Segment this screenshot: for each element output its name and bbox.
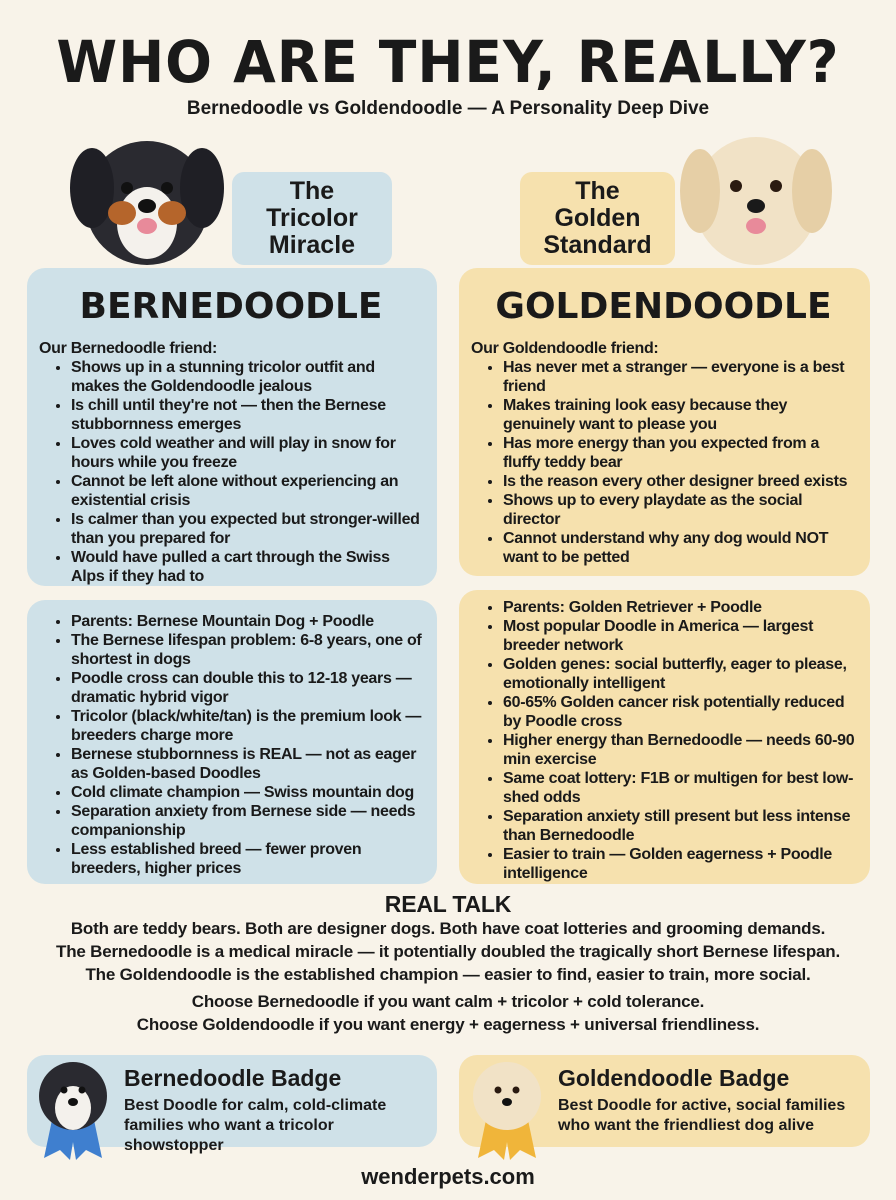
fact-item: • Higher energy than Bernedoodle — needs 60-90 min exercise [503,731,856,769]
trait-item: • Has never met a stranger — everyone is a best friend [503,358,856,396]
fact-item: • Tricolor (black/white/tan) is the premium look — breeders charge more [71,707,423,745]
trait-item: • Shows up to every playdate as the social director [503,491,856,529]
fact-item: • The Bernese lifespan problem: 6-8 years, one of shortest in dogs [71,631,423,669]
real-talk-section [0,893,896,1036]
fact-item: • Less established breed — fewer proven breeders, higher prices [71,840,423,878]
fact-item: • Same coat lottery: F1B or multigen for best low-shed odds [503,769,856,807]
fact-item: • Poodle cross can double this to 12-18 years — dramatic hybrid vigor [71,669,423,707]
trait-item: • Is calmer than you expected but stronger-willed than you prepared for [71,510,423,548]
real-talk-line: The Bernedoodle is a medical miracle — it potentially doubled the tragically short Bernese lifespan. [56,942,840,961]
fact-item: • 60-65% Golden cancer risk potentially reduced by Poodle cross [503,693,856,731]
goldendoodle-intro: Our Goldendoodle friend: [471,340,659,357]
trait-item: • Would have pulled a cart through the Swiss Alps if they had to [71,548,423,586]
bernedoodle-facts-card [27,600,437,884]
footer-website: wenderpets.com [361,1164,535,1189]
fact-item: • Cold climate champion — Swiss mountain dog [71,783,423,802]
fact-item: • Separation anxiety still present but less intense than Bernedoodle [503,807,856,845]
trait-item: • Cannot understand why any dog would NOT want to be petted [503,529,856,567]
bernedoodle-badge-text [124,1065,434,1156]
subtitle: Bernedoodle vs Goldendoodle — A Personality Deep Dive [186,98,710,119]
goldendoodle-dog-illustration [676,106,836,268]
choose-line: Choose Goldendoodle if you want energy + eagerness + universal friendliness. [136,1015,760,1034]
badge-title: Bernedoodle Badge [124,1065,342,1091]
bernedoodle-personality-card [27,268,437,586]
trait-item: • Is chill until they're not — then the Bernese stubbornness emerges [71,396,423,434]
fact-item: • Parents: Golden Retriever + Poodle [503,598,856,617]
choose-line: Choose Bernedoodle if you want calm + tricolor + cold tolerance. [191,992,705,1011]
fact-item: • Parents: Bernese Mountain Dog + Poodle [71,612,423,631]
fact-item: • Golden genes: social butterfly, eager to please, emotionally intelligent [503,655,856,693]
bernedoodle-intro: Our Bernedoodle friend: [39,340,217,357]
bernedoodle-ribbon-badge-icon [30,1058,116,1160]
goldendoodle-speech-bubble: The Golden Standard [520,172,675,265]
goldendoodle-ribbon-badge-icon [464,1058,550,1160]
real-talk-line: Both are teddy bears. Both are designer dogs. Both have coat lotteries and grooming demands. [70,919,826,938]
trait-item: • Cannot be left alone without experiencing an existential crisis [71,472,423,510]
goldendoodle-personality-card [459,268,870,576]
trait-item: • Has more energy than you expected from a fluffy teddy bear [503,434,856,472]
goldendoodle-facts-card [459,590,870,884]
trait-item: • Is the reason every other designer breed exists [503,472,856,491]
fact-item: • Separation anxiety from Bernese side — needs companionship [71,802,423,840]
page-title: WHO ARE THEY, REALLY? [56,28,840,96]
real-talk-line: The Goldendoodle is the established champion — easier to find, easier to train, more social. [85,965,811,984]
badge-description: Best Doodle for active, social families who want the friendliest dog alive [558,1097,846,1134]
bernedoodle-speech-bubble: The Tricolor Miracle [232,172,392,265]
bernedoodle-heading: BERNEDOODLE [79,286,383,327]
goldendoodle-badge-text [558,1065,868,1136]
badge-title: Goldendoodle Badge [558,1065,790,1091]
trait-item: • Loves cold weather and will play in snow for hours while you freeze [71,434,423,472]
fact-item: • Easier to train — Golden eagerness + Poodle intelligence [503,845,856,883]
fact-item: • Bernese stubbornness is REAL — not as eager as Golden-based Doodles [71,745,423,783]
trait-item: • Makes training look easy because they genuinely want to please you [503,396,856,434]
real-talk-heading: REAL TALK [384,891,512,917]
goldendoodle-heading: GOLDENDOODLE [495,286,832,327]
trait-item: • Shows up in a stunning tricolor outfit and makes the Goldendoodle jealous [71,358,423,396]
badge-description: Best Doodle for calm, cold-climate families who want a tricolor showstopper [124,1097,387,1154]
fact-item: • Most popular Doodle in America — largest breeder network [503,617,856,655]
bernedoodle-dog-illustration [62,108,232,268]
